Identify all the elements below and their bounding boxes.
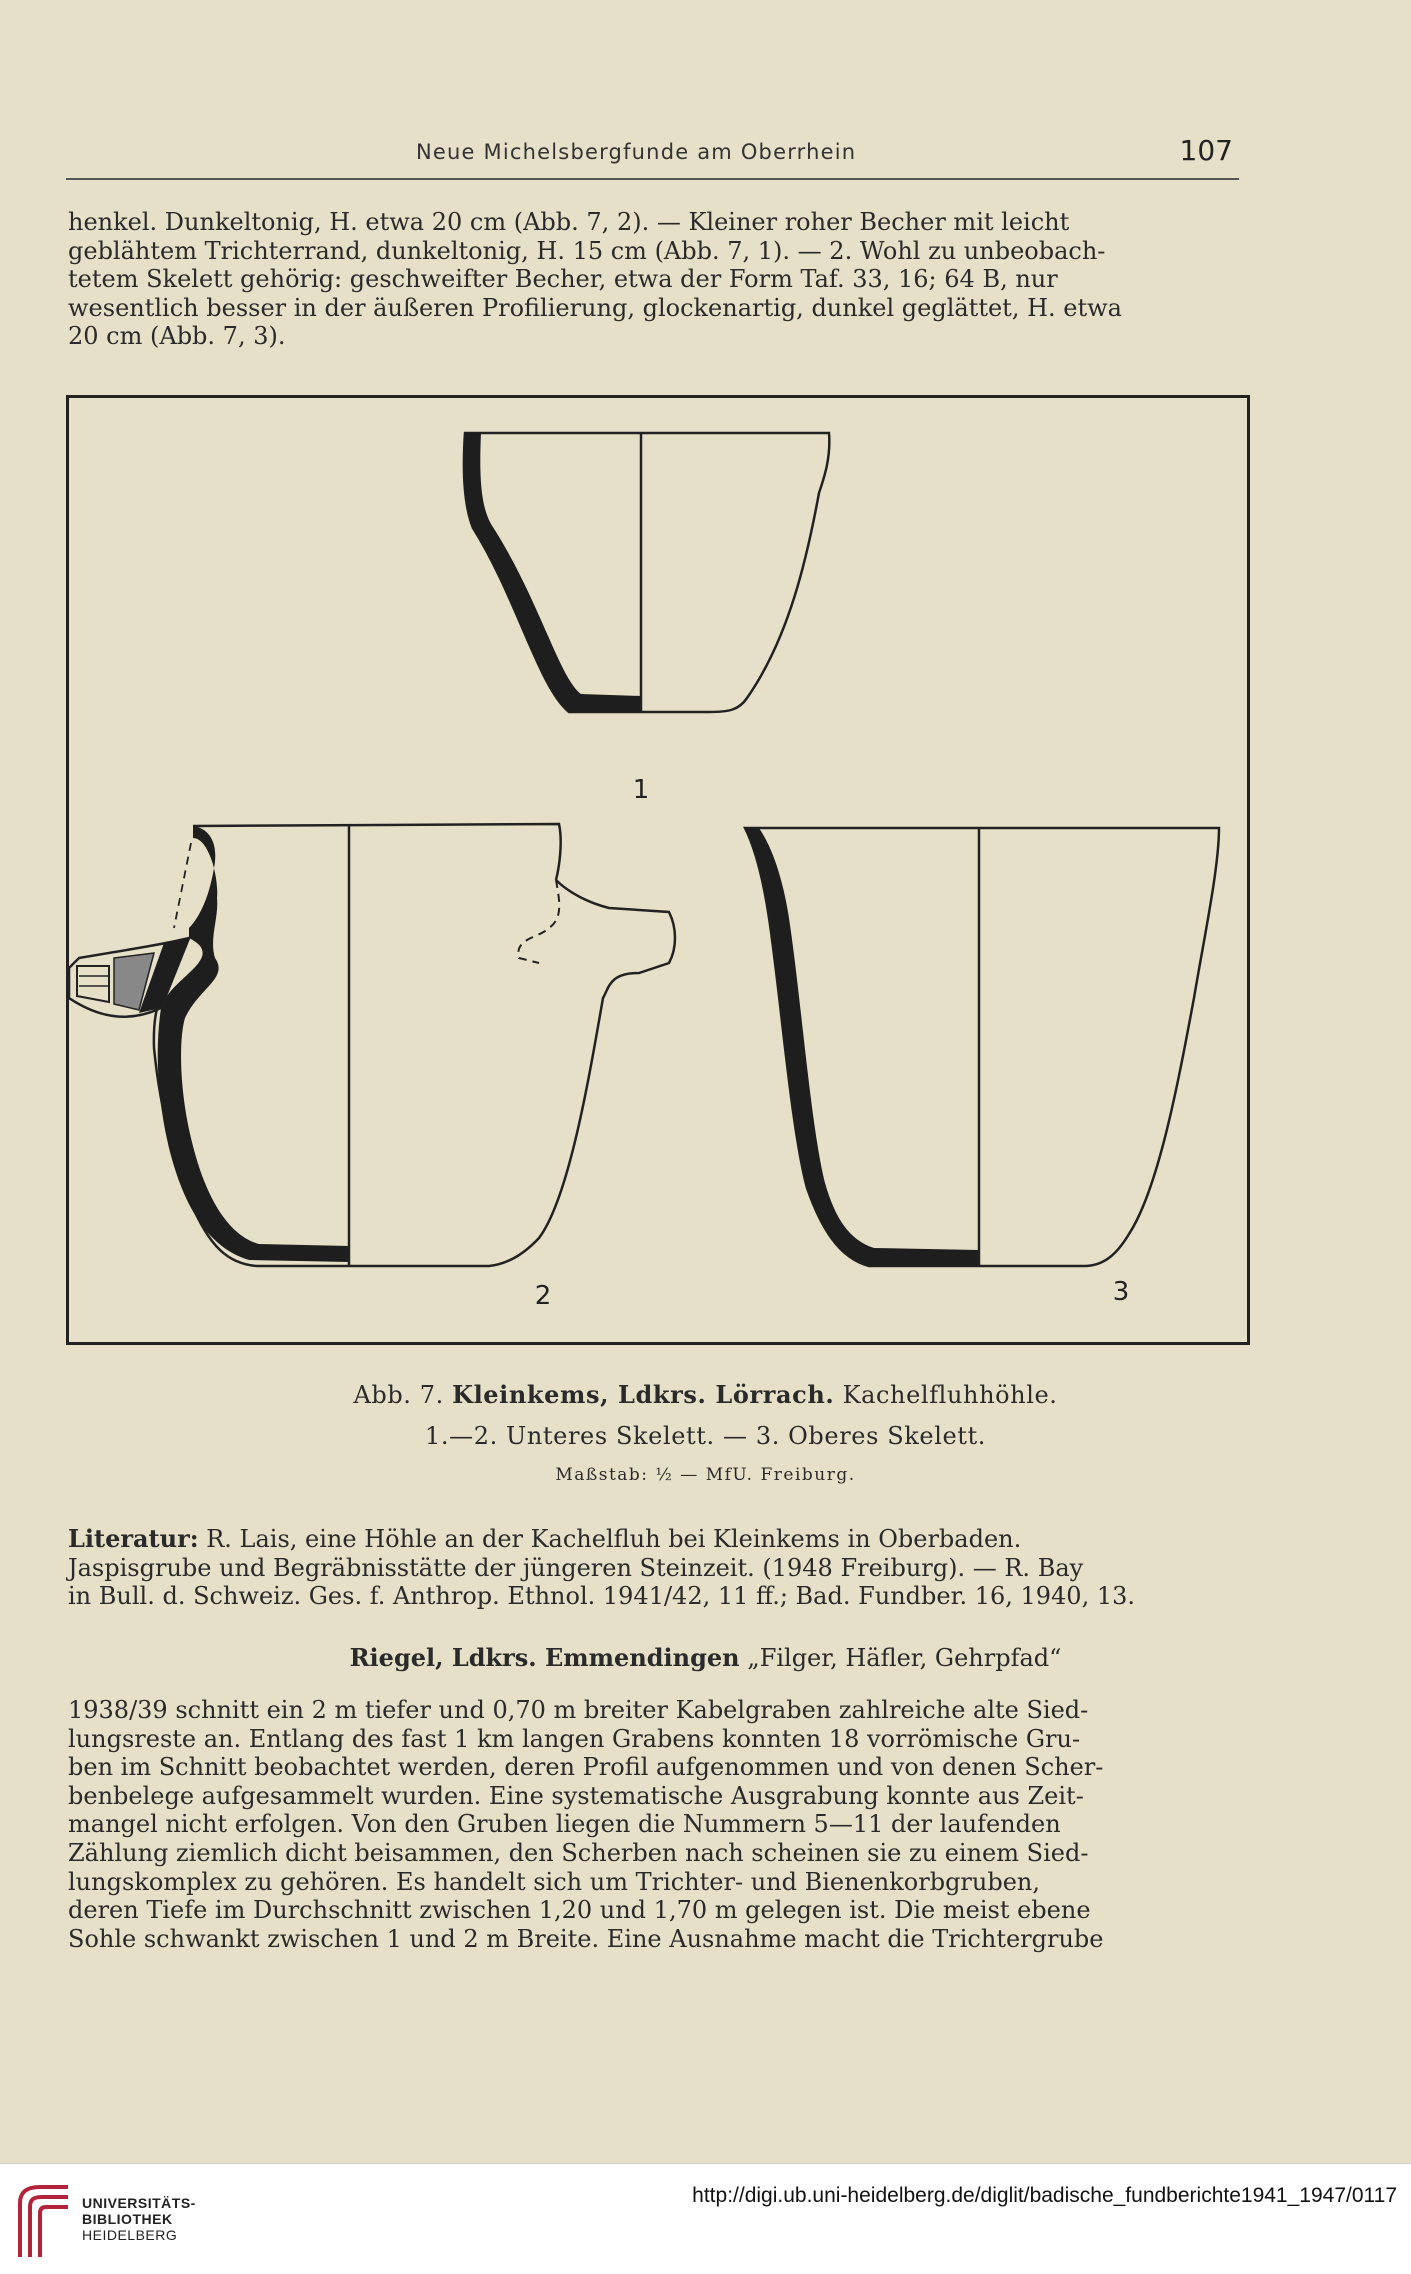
figure-label-3: 3 [1112, 1277, 1130, 1307]
text-line: Jaspisgrube und Begräbnisstätte der jüngeren Steinzeit. (1948 Freiburg). — R. Bay [68, 1553, 1084, 1582]
text-line: lungsreste an. Entlang des fast 1 km langen Grabens konnten 18 vorrömische Gru- [68, 1724, 1081, 1753]
text-line: henkel. Dunkeltonig, H. etwa 20 cm (Abb. 7, 2). — Kleiner roher Becher mit leicht [68, 208, 1070, 236]
riegel-paragraph [68, 1696, 1238, 1953]
figure-label-2: 2 [534, 1281, 552, 1311]
logo-line-2: BIBLIOTHEK [82, 2211, 173, 2227]
logo-line-3: HEIDELBERG [82, 2227, 178, 2243]
section-heading-riegel [0, 1643, 1411, 1672]
figure-caption-line2: 1.—2. Unteres Skelett. — 3. Oberes Skelett. [425, 1422, 986, 1450]
text-line: wesentlich besser in der äußeren Profilierung, glockenartig, dunkel geglättet, H. etwa [68, 293, 1122, 322]
library-logo-icon[interactable] [14, 2183, 74, 2263]
text-line: 20 cm (Abb. 7, 3). [68, 322, 286, 351]
intro-paragraph [68, 208, 1238, 351]
vessel-1-drawing [464, 433, 829, 805]
section-heading-rest: „Filger, Häfler, Gehrpfad“ [739, 1644, 1062, 1672]
text-line: ben im Schnitt beobachtet werden, deren Profil aufgenommen und von denen Scher- [68, 1753, 1104, 1782]
figure-caption-title [0, 1380, 1411, 1409]
figure-caption-scale: Maßstab: ½ — MfU. Freiburg. [555, 1465, 856, 1485]
text-line: Sohle schwankt zwischen 1 und 2 m Breite. Eine Ausnahme macht die Trichtergrube [68, 1924, 1104, 1953]
text-line: mangel nicht erfolgen. Von den Gruben liegen die Nummern 5—11 der laufenden [68, 1810, 1061, 1839]
text-line: deren Tiefe im Durchschnitt zwischen 1,20 und 1,70 m gelegen ist. Die meist ebene [68, 1896, 1091, 1925]
text-line: geblähtem Trichterrand, dunkeltonig, H. 15 cm (Abb. 7, 1). — 2. Wohl zu unbeobach- [68, 236, 1106, 265]
text-line [68, 1525, 1238, 1554]
caption-site: Kachelfluhhöhle. [842, 1381, 1058, 1409]
source-url-link[interactable]: http://digi.ub.uni-heidelberg.de/diglit/badische_fundberichte1941_1947/0117 [692, 2184, 1397, 2207]
vessel-2-drawing [69, 824, 675, 1311]
page-header [66, 134, 1239, 180]
text-line: 1938/39 schnitt ein 2 m tiefer und 0,70 m breiter Kabelgraben zahlreiche alte Sied- [68, 1696, 1089, 1724]
caption-prefix: Abb. 7. [353, 1381, 444, 1409]
logo-line-1: UNIVERSITÄTS- [82, 2195, 196, 2211]
caption-place: Kleinkems, Ldkrs. Lörrach. [452, 1380, 835, 1409]
literatur-line-1: R. Lais, eine Höhle an der Kachelfluh bei Kleinkems in Oberbaden. [198, 1525, 1022, 1553]
text-line: Zählung ziemlich dicht beisammen, den Scherben nach scheinen sie zu einem Sied- [68, 1838, 1089, 1867]
literatur-label: Literatur: [68, 1524, 199, 1553]
section-heading-bold: Riegel, Ldkrs. Emmendingen [349, 1643, 740, 1672]
text-line: tetem Skelett gehörig: geschweifter Becher, etwa der Form Taf. 33, 16; 64 B, nur [68, 265, 1058, 294]
footer-bar [0, 2163, 1411, 2274]
text-line: in Bull. d. Schweiz. Ges. f. Anthrop. Ethnol. 1941/42, 11 ff.; Bad. Fundber. 16, 1940, 13. [68, 1582, 1136, 1611]
figure-abb-7 [66, 395, 1250, 1345]
figure-label-1: 1 [632, 775, 650, 805]
vessel-drawings [69, 398, 1253, 1348]
page-number: 107 [1179, 134, 1233, 167]
running-title: Neue Michelsbergfunde am Oberrhein [416, 140, 857, 164]
text-line: benbelege aufgesammelt wurden. Eine systematische Ausgrabung konnte aus Zeit- [68, 1781, 1084, 1810]
text-line: lungskomplex zu gehören. Es handelt sich um Trichter- und Bienenkorbgruben, [68, 1867, 1041, 1896]
vessel-3-drawing [745, 828, 1219, 1307]
literatur-paragraph [68, 1525, 1238, 1611]
